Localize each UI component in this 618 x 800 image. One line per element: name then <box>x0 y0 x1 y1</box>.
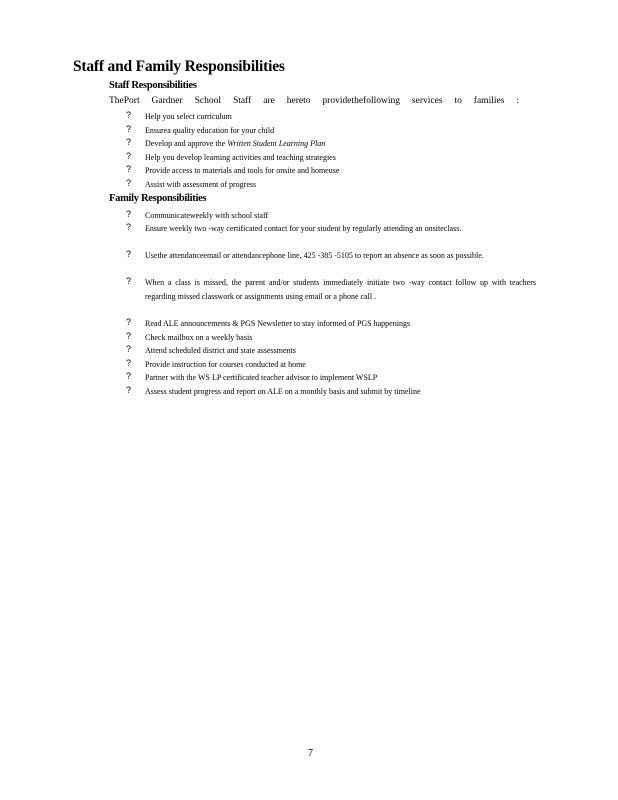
list-item-text-plain: Develop and approve the <box>145 139 228 148</box>
list-item-text: Ensure weekly two -way certificated contact for your student by regularly attending an onsiteclass. <box>145 224 462 233</box>
list-item-text <box>145 137 325 151</box>
bullet-icon: ? <box>126 249 132 259</box>
staff-heading: Staff Responsibilities <box>109 80 197 91</box>
bullet-icon: ? <box>126 331 132 341</box>
bullet-icon: ? <box>126 124 132 134</box>
bullet-icon: ? <box>126 317 132 327</box>
family-heading: Family Responsibilities <box>109 193 207 204</box>
list-item-text: Provide instruction for courses conducted at home <box>145 360 306 369</box>
list-item-text: Check mailbox on a weekly basis <box>145 333 253 342</box>
bullet-icon: ? <box>126 385 132 395</box>
bullet-icon: ? <box>126 137 132 147</box>
list-item-text: Help you develop learning activities and teaching strategies <box>145 153 336 162</box>
bullet-icon: ? <box>126 151 132 161</box>
list-item-text: Assess student progress and report on ALE on a monthly basis and submit by timeline <box>145 387 421 396</box>
bullet-icon: ? <box>126 222 132 232</box>
list-item-text: When a class is missed, the parent and/or students immediately initiate two -way contact follow up with teachers regarding missed classwork or assignments using email or a phone call . <box>145 278 536 301</box>
bullet-icon: ? <box>126 110 132 120</box>
bullet-icon: ? <box>126 358 132 368</box>
list-item-text: Read ALE announcements & PGS Newsletter to stay informed of PGS happenings <box>145 319 411 328</box>
list-item-text: Help you select curriculum <box>145 112 232 121</box>
page-number: 7 <box>308 748 313 759</box>
list-item-text: Partner with the WS LP certificated teacher advisor to implement WSLP <box>145 373 378 382</box>
bullet-icon: ? <box>126 371 132 381</box>
bullet-icon: ? <box>126 344 132 354</box>
page-title: Staff and Family Responsibilities <box>73 58 285 75</box>
list-item-text: Provide access to materials and tools for onsite and homeuse <box>145 166 340 175</box>
list-item-text: Assist with assessment of progress <box>145 180 257 189</box>
list-item-text: Ensurea quality education for your child <box>145 126 275 135</box>
bullet-icon: ? <box>126 178 132 188</box>
list-item-text: Communicateweekly with school staff <box>145 211 269 220</box>
list-item-text: Attend scheduled district and state assessments <box>145 346 296 355</box>
list-item-text: Usethe attendanceemail or attendancephone line, 425 -385 -5105 to report an absence as soon as possible. <box>145 251 484 260</box>
bullet-icon: ? <box>126 276 132 286</box>
bullet-icon: ? <box>126 209 132 219</box>
bullet-icon: ? <box>126 164 132 174</box>
list-item-text-italic: Written Student Learning Plan <box>227 139 326 148</box>
staff-intro: ThePort Gardner School Staff are hereto providethefollowing services to families : <box>109 96 519 106</box>
